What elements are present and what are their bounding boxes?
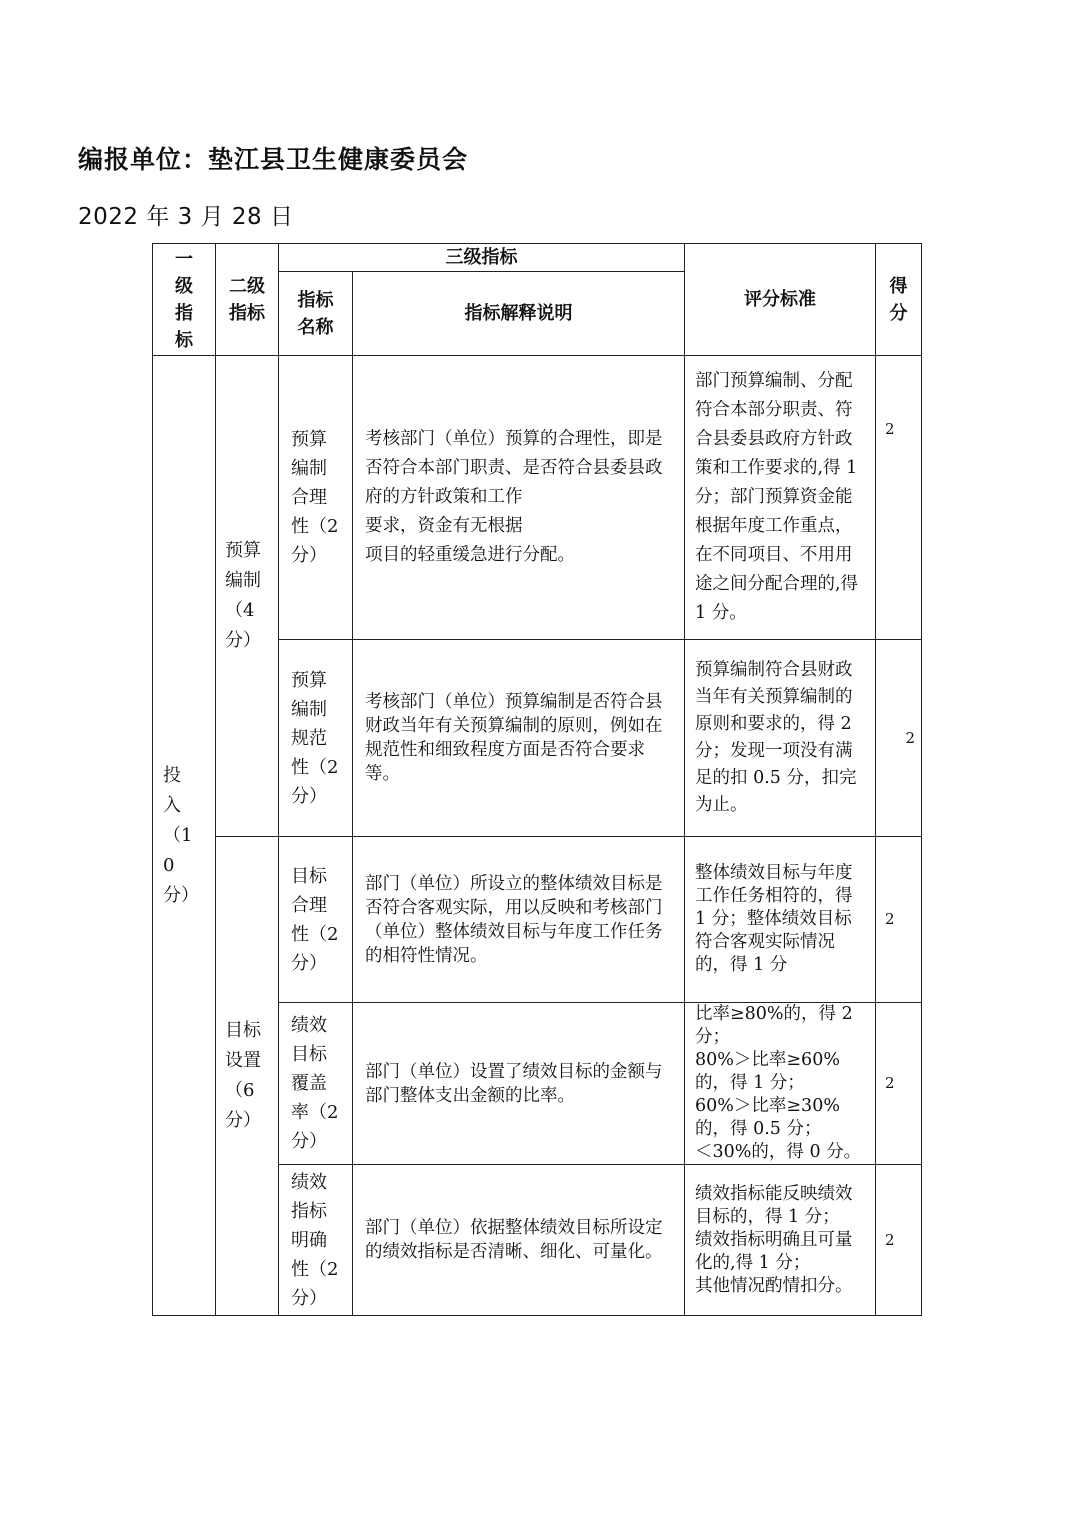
score-value: 2 [876, 1003, 922, 1165]
indicator-name: 绩效 目标 覆盖 率（2 分） [279, 1003, 353, 1165]
indicator-name: 目标 合理 性（2 分） [279, 837, 353, 1003]
indicator-explanation: 部门（单位）依据整体绩效目标所设定的绩效指标是否清晰、细化、可量化。 [353, 1165, 685, 1316]
scoring-criteria: 部门预算编制、分配符合本部分职责、符合县委县政府方针政策和工作要求的,得 1 分；部门预算资金能根据年度工作重点，在不同项目、不用用途之间分配合理的,得 1 分。 [685, 356, 876, 640]
scoring-criteria: 整体绩效目标与年度工作任务相符的，得 1 分；整体绩效目标符合客观实际情况的，得 1 分 [685, 837, 876, 1003]
indicator-name: 预算 编制 合理 性（2 分） [279, 356, 353, 640]
header-criteria: 评分标准 [685, 244, 876, 356]
header-score: 得 分 [876, 244, 922, 356]
indicator-explanation: 部门（单位）设置了绩效目标的金额与部门整体支出金额的比率。 [353, 1003, 685, 1165]
header-level3: 三级指标 [279, 244, 685, 272]
level2-label: 目标 设置 （6 分） [216, 837, 279, 1316]
score-value: 2 [876, 837, 922, 1003]
header-level1: 一 级 指 标 [153, 244, 216, 356]
level1-label: 投 入 （1 0 分） [153, 356, 216, 1316]
indicator-name: 预算 编制 规范 性（2 分） [279, 640, 353, 837]
header-explanation: 指标解释说明 [353, 272, 685, 356]
scoring-criteria: 比率≥80%的，得 2 分； 80%＞比率≥60%的，得 1 分； 60%＞比率≥30%的，得 0.5 分； ＜30%的，得 0 分。 [685, 1003, 876, 1165]
score-value: 2 [876, 356, 922, 640]
reporting-unit: 编报单位：垫江县卫生健康委员会 [78, 145, 469, 174]
evaluation-table [152, 243, 922, 1316]
table-row [153, 837, 922, 1003]
indicator-explanation: 部门（单位）所设立的整体绩效目标是否符合客观实际，用以反映和考核部门（单位）整体绩效目标与年度工作任务的相符性情况。 [353, 837, 685, 1003]
indicator-explanation: 考核部门（单位）预算的合理性，即是否符合本部门职责、是否符合县委县政府的方针政策和工作 要求，资金有无根据 项目的轻重缓急进行分配。 [353, 356, 685, 640]
score-value: 2 [876, 640, 922, 837]
header-indicator-name: 指标 名称 [279, 272, 353, 356]
score-value: 2 [876, 1165, 922, 1316]
level2-label: 预算 编制 （4 分） [216, 356, 279, 837]
scoring-criteria: 预算编制符合县财政当年有关预算编制的原则和要求的，得 2 分；发现一项没有满足的扣 0.5 分，扣完为止。 [685, 640, 876, 837]
indicator-explanation: 考核部门（单位）预算编制是否符合县财政当年有关预算编制的原则，例如在规范性和细致程度方面是否符合要求等。 [353, 640, 685, 837]
table-row [153, 356, 922, 640]
report-date: 2022 年 3 月 28 日 [78, 204, 294, 230]
scoring-criteria: 绩效指标能反映绩效目标的，得 1 分； 绩效指标明确且可量化的,得 1 分； 其他情况酌情扣分。 [685, 1165, 876, 1316]
header-level2: 二级 指标 [216, 244, 279, 356]
indicator-name: 绩效 指标 明确 性（2 分） [279, 1165, 353, 1316]
